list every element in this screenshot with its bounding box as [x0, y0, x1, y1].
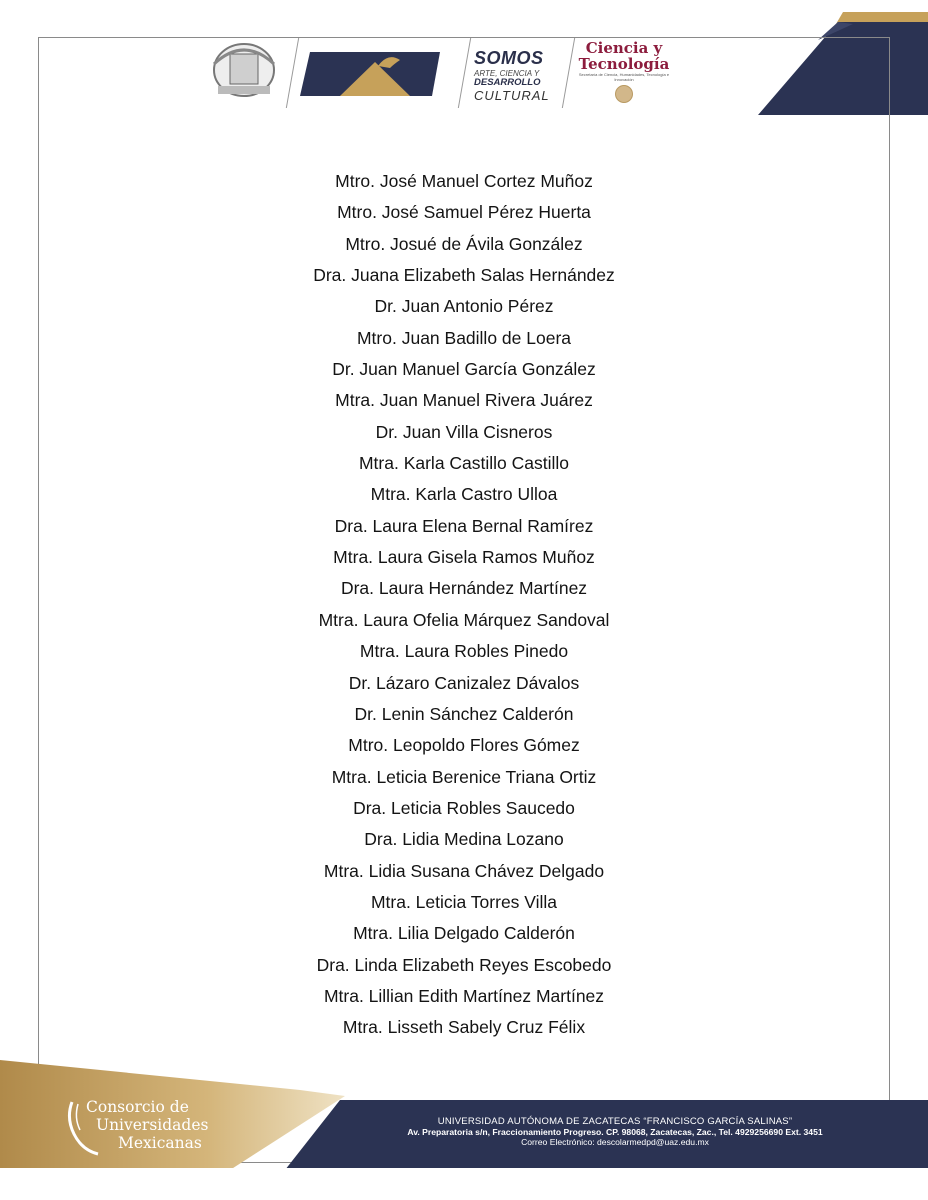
somos-line4: CULTURAL	[474, 88, 550, 103]
address-email: Correo Electrónico: descolarmedpd@uaz.edu.mx	[521, 1137, 709, 1147]
list-item: Mtro. Juan Badillo de Loera	[356, 327, 572, 348]
list-item: Dra. Laura Hernández Martínez	[340, 578, 588, 599]
list-item: Mtra. Lidia Susana Chávez Delgado	[323, 860, 605, 881]
consorcio-line1: Consorcio de	[86, 1098, 189, 1116]
list-item: Dra. Laura Elena Bernal Ramírez	[334, 515, 594, 536]
uaz-logo	[300, 44, 450, 104]
ciencia-subtitle: Secretaría de Ciencia, Humanidades, Tecnología e Innovación	[578, 72, 670, 82]
list-item: Mtra. Leticia Berenice Triana Ortiz	[331, 766, 597, 787]
university-seal-icon	[208, 40, 280, 102]
ciencia-line2: Tecnología	[578, 55, 670, 73]
list-item: Dr. Lenin Sánchez Calderón	[354, 703, 574, 724]
list-item: Dr. Juan Villa Cisneros	[375, 421, 553, 442]
list-item: Dra. Leticia Robles Saucedo	[353, 797, 575, 818]
somos-line3: DESARROLLO	[474, 77, 541, 88]
list-item: Mtro. Josué de Ávila González	[345, 233, 583, 254]
consorcio-line3: Mexicanas	[118, 1134, 202, 1152]
list-item: Dra. Juana Elizabeth Salas Hernández	[313, 265, 615, 286]
list-item: Dra. Linda Elizabeth Reyes Escobedo	[316, 954, 612, 975]
ciencia-tecnologia-logo	[574, 40, 674, 110]
list-item: Mtra. Lisseth Sabely Cruz Félix	[342, 1017, 586, 1038]
list-item: Mtra. Laura Ofelia Márquez Sandoval	[318, 609, 610, 630]
list-item: Mtra. Lilia Delgado Calderón	[353, 923, 575, 944]
somos-logo	[474, 48, 562, 108]
ciencia-line1: Ciencia y	[585, 39, 663, 57]
list-item: Mtra. Leticia Torres Villa	[370, 891, 558, 912]
list-item: Mtro. José Manuel Cortez Muñoz	[335, 171, 593, 191]
footer-address	[380, 1116, 850, 1147]
list-item: Dr. Juan Antonio Pérez	[374, 296, 554, 317]
national-seal-icon	[615, 85, 633, 103]
address-university: UNIVERSIDAD AUTÓNOMA DE ZACATECAS “FRANCISCO GARCÍA SALINAS”	[437, 1116, 793, 1127]
list-item: Mtra. Laura Robles Pinedo	[359, 641, 569, 662]
somos-title: SOMOS	[474, 48, 544, 68]
list-item: Mtro. José Samuel Pérez Huerta	[337, 202, 591, 223]
consorcio-line2: Universidades	[96, 1116, 209, 1134]
list-item: Mtra. Lillian Edith Martínez Martínez	[323, 985, 605, 1006]
header-logos	[208, 38, 678, 110]
list-item: Dra. Lidia Medina Lozano	[364, 829, 564, 850]
list-item: Dr. Lázaro Canizalez Dávalos	[348, 672, 580, 693]
list-item: Mtra. Karla Castro Ulloa	[370, 484, 558, 505]
names-list	[0, 166, 928, 1044]
list-item: Dr. Juan Manuel García González	[332, 359, 596, 380]
list-item: Mtra. Laura Gisela Ramos Muñoz	[333, 547, 595, 568]
list-item: Mtra. Karla Castillo Castillo	[358, 453, 570, 474]
somos-line2: ARTE, CIENCIA Y	[474, 69, 540, 78]
list-item: Mtra. Juan Manuel Rivera Juárez	[335, 390, 593, 411]
list-item: Mtro. Leopoldo Flores Gómez	[348, 735, 580, 756]
consorcio-logo	[64, 1096, 234, 1158]
address-street: Av. Preparatoria s/n, Fraccionamiento Progreso. CP. 98068, Zacatecas, Zac., Tel. 4929256690 Ext. 3451	[407, 1127, 823, 1137]
